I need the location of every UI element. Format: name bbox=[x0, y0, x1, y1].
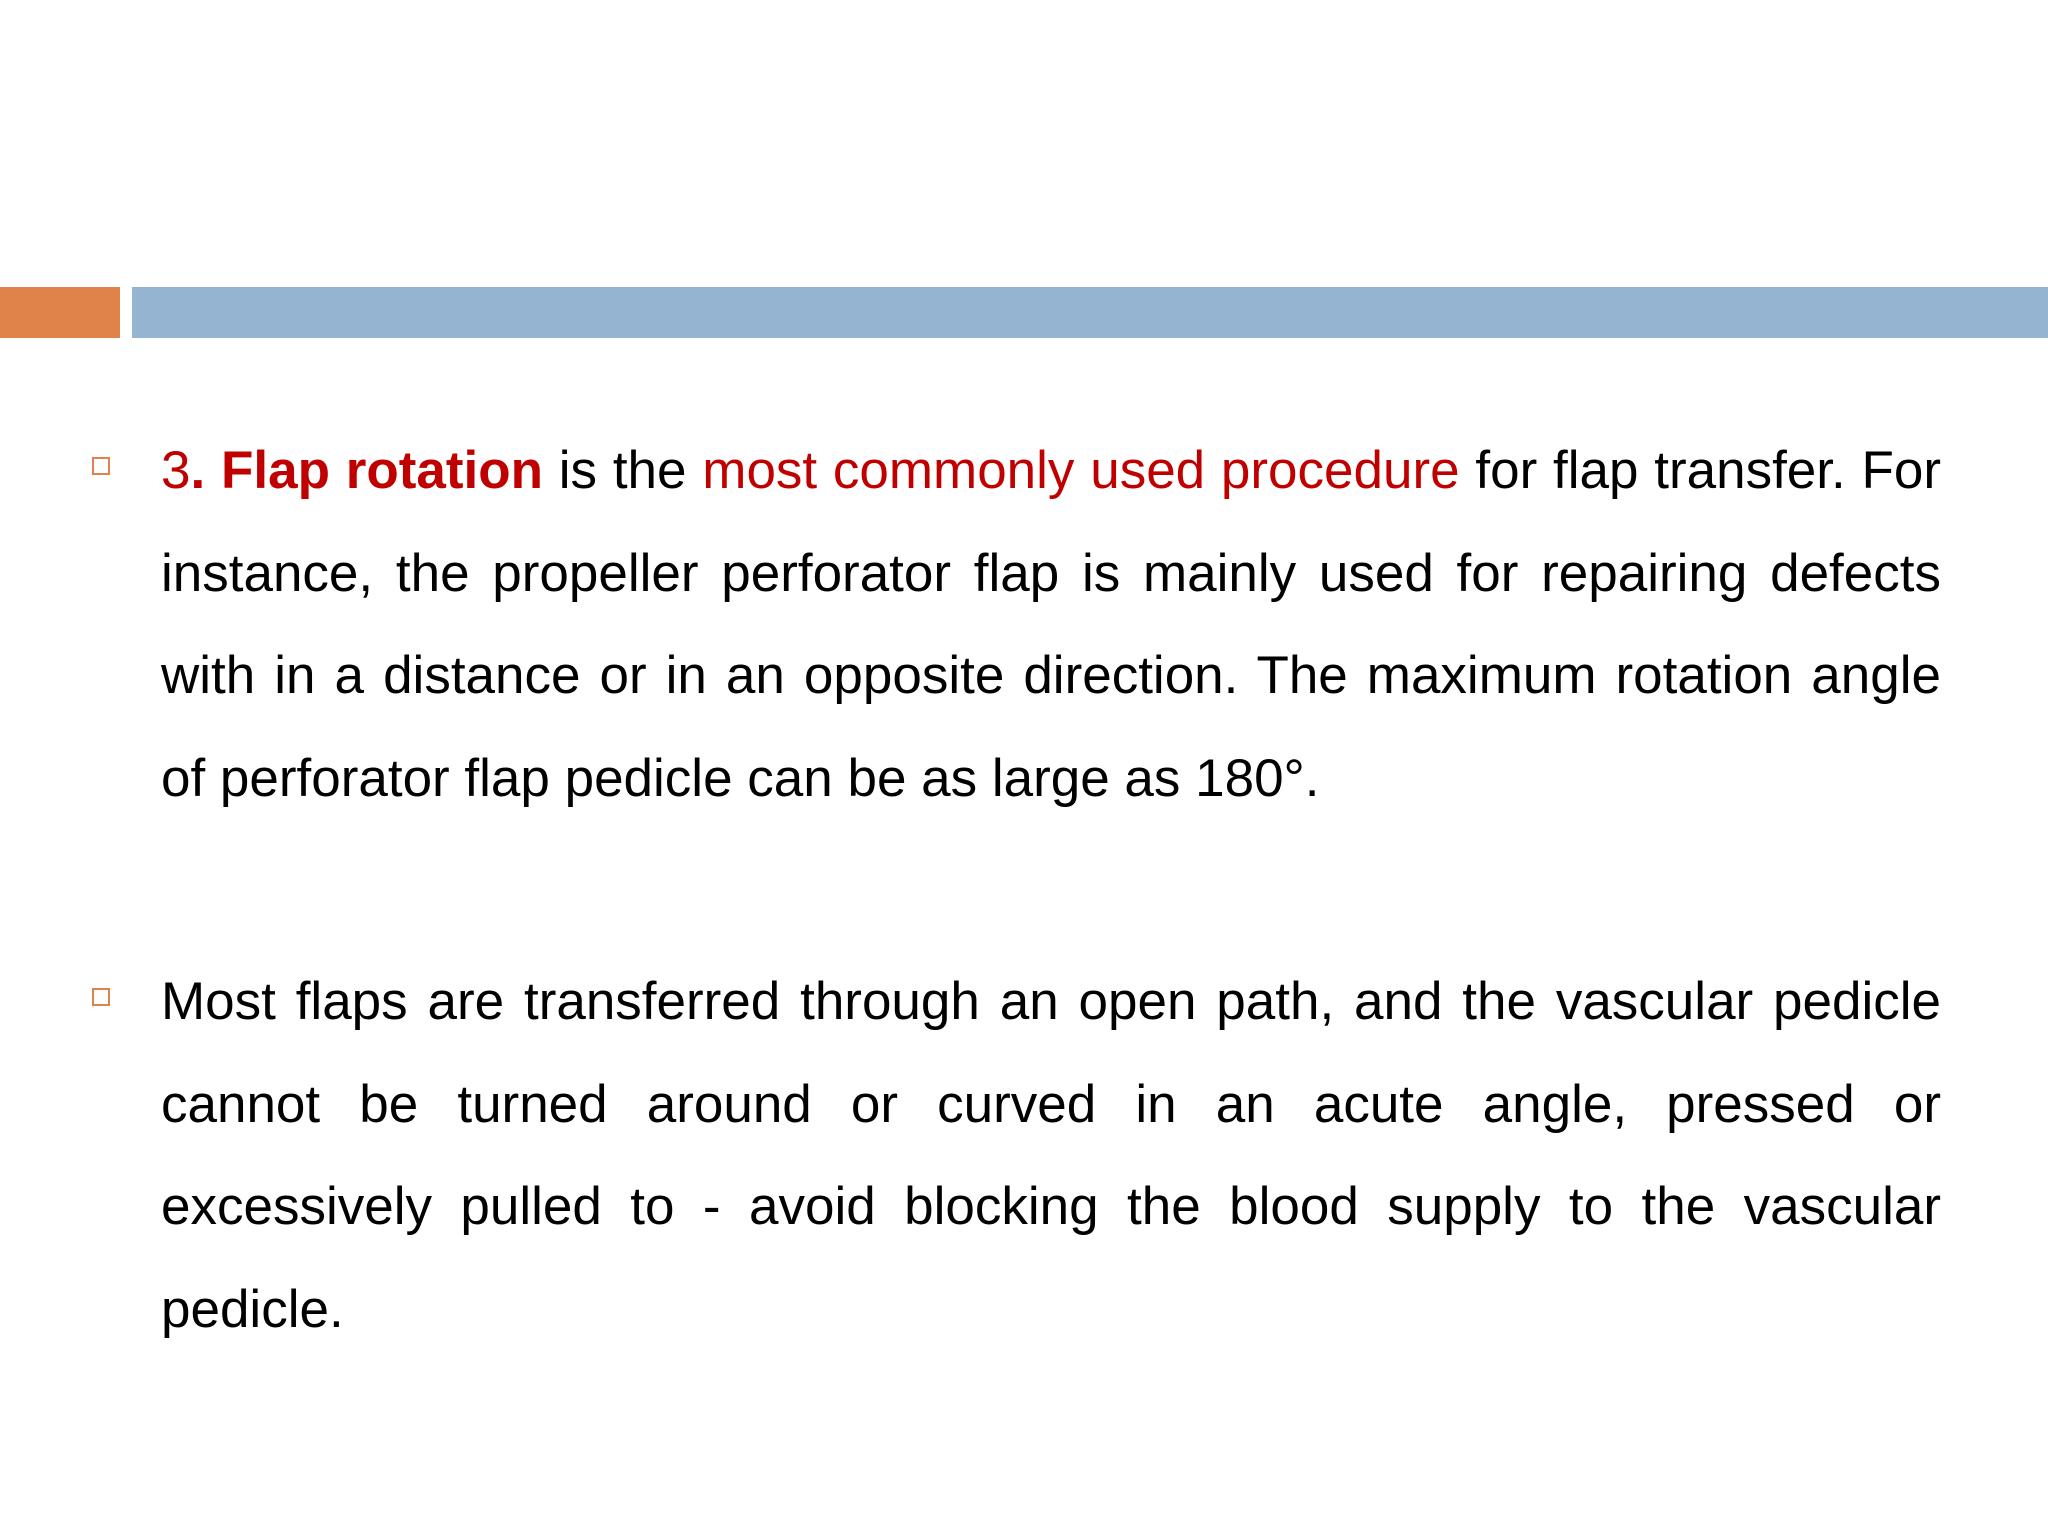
highlighted-phrase: most commonly used procedure bbox=[702, 441, 1460, 500]
square-bullet-icon bbox=[92, 457, 110, 475]
section-number: 3 bbox=[161, 441, 191, 500]
bullet-text bbox=[161, 951, 1941, 1361]
text-span: is the bbox=[542, 441, 703, 500]
text-span: Most flaps are transferred through an open path, and the vascular pedicle cannot be turned around or curved in an acute angle, pressed or excessively pulled to - avoid blocking the blood supply to the vascular pedicle. bbox=[161, 972, 1941, 1339]
highlighted-term: . Flap rotation bbox=[190, 441, 543, 500]
text-span: for flap transfer. For instance, the propeller perforator flap is mainly used for repairing defects with in a distance or in an opposite direction. The maximum rotation angle of perforator flap pedicle can be as large as 180°. bbox=[161, 441, 1942, 808]
square-bullet-icon bbox=[92, 988, 110, 1006]
bullet-text bbox=[161, 420, 1941, 830]
